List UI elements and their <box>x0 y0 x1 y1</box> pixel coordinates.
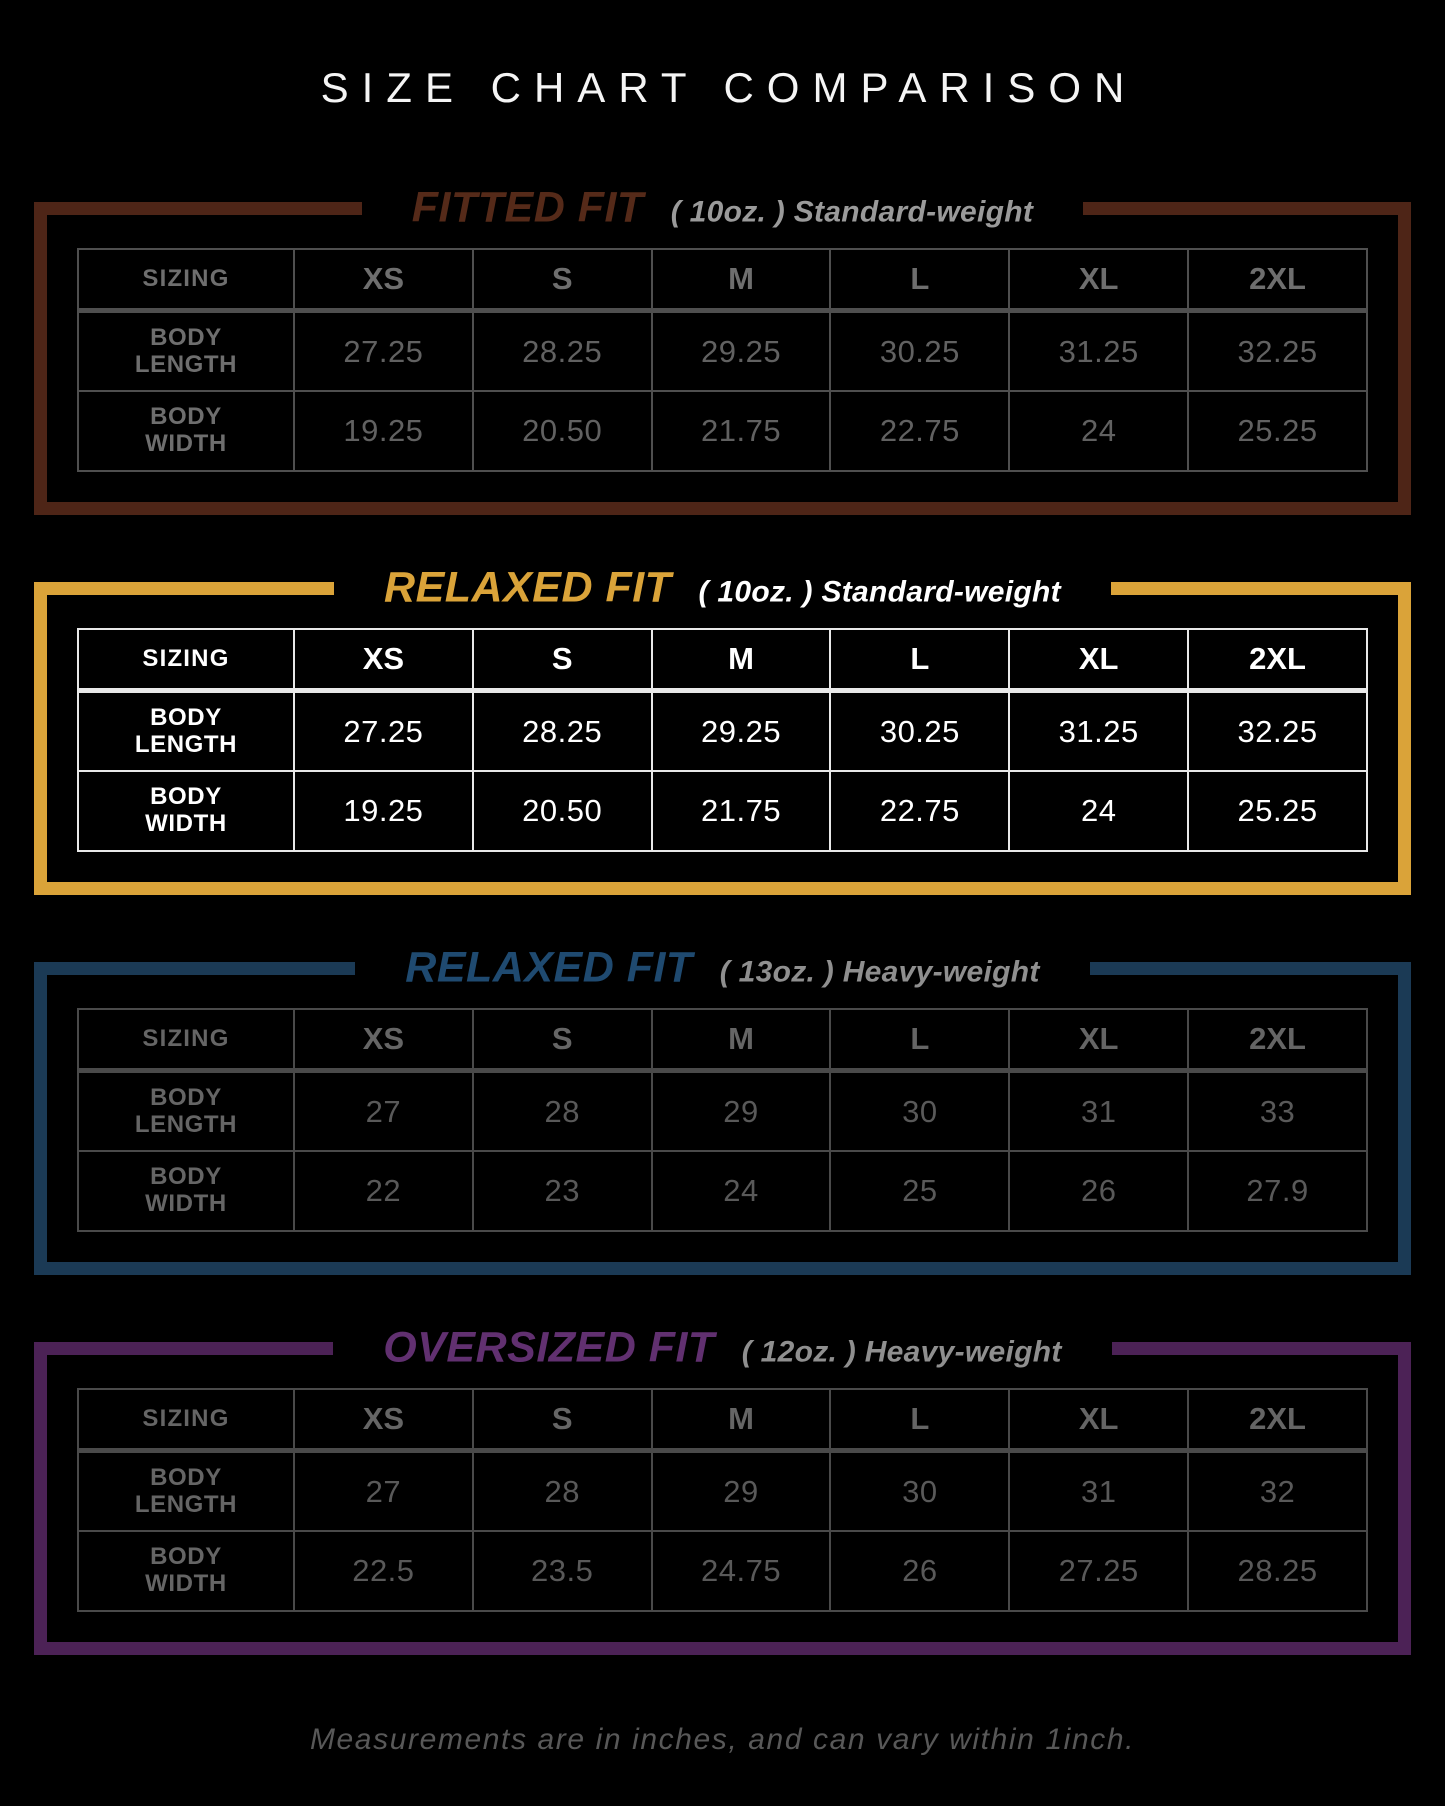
body-length-value: 28.25 <box>473 311 652 391</box>
row-label-cell <box>78 1071 294 1151</box>
body-width-value: 19.25 <box>294 391 473 471</box>
fit-name: FITTED FIT <box>411 183 644 232</box>
size-header-cell: XL <box>1009 1389 1188 1451</box>
row-label-line2: LENGTH <box>134 1110 238 1138</box>
body-length-value: 31 <box>1009 1451 1188 1531</box>
body-width-value: 26 <box>1009 1151 1188 1231</box>
body-width-value: 24 <box>652 1151 831 1231</box>
fit-title-pill <box>362 183 1083 232</box>
body-length-value: 27 <box>294 1071 473 1151</box>
size-header-cell: XL <box>1009 249 1188 311</box>
fit-title-row <box>47 1323 1398 1372</box>
row-label-line1: BODY <box>150 402 222 430</box>
body-width-value: 27.9 <box>1188 1151 1367 1231</box>
sizing-header-cell: SIZING <box>78 249 294 311</box>
body-width-row <box>78 771 1367 851</box>
body-length-value: 32.25 <box>1188 691 1367 771</box>
row-label-line1: BODY <box>150 323 222 351</box>
sizing-header-cell: SIZING <box>78 629 294 691</box>
row-label-cell <box>78 311 294 391</box>
body-length-value: 28 <box>473 1071 652 1151</box>
body-length-value: 29.25 <box>652 311 831 391</box>
body-width-value: 21.75 <box>652 771 831 851</box>
body-width-value: 20.50 <box>473 391 652 471</box>
size-header-cell: XL <box>1009 1009 1188 1071</box>
body-length-row <box>78 311 1367 391</box>
body-width-value: 24 <box>1009 391 1188 471</box>
body-width-row <box>78 391 1367 471</box>
body-width-value: 20.50 <box>473 771 652 851</box>
size-table-header-row <box>78 249 1367 311</box>
fit-name: RELAXED FIT <box>405 943 693 992</box>
fit-title-row <box>47 943 1398 992</box>
row-label-cell <box>78 391 294 471</box>
fit-name: OVERSIZED FIT <box>383 1323 715 1372</box>
body-width-value: 22.75 <box>830 391 1009 471</box>
size-header-cell: XS <box>294 249 473 311</box>
row-label-line1: BODY <box>150 1083 222 1111</box>
fit-title-pill <box>334 563 1111 612</box>
body-length-value: 32.25 <box>1188 311 1367 391</box>
body-length-value: 28.25 <box>473 691 652 771</box>
row-label-line1: BODY <box>150 1162 222 1190</box>
size-header-cell: XS <box>294 1009 473 1071</box>
body-length-value: 30.25 <box>830 311 1009 391</box>
body-width-row <box>78 1151 1367 1231</box>
fit-subtitle: ( 10oz. ) Standard-weight <box>670 195 1034 229</box>
row-label-line2: LENGTH <box>134 1490 238 1518</box>
body-width-value: 24.75 <box>652 1531 831 1611</box>
row-label-line2: LENGTH <box>134 350 238 378</box>
size-header-cell: S <box>473 1009 652 1071</box>
row-label-cell <box>78 771 294 851</box>
size-table-header-row <box>78 1389 1367 1451</box>
body-width-value: 25.25 <box>1188 391 1367 471</box>
body-width-value: 26 <box>830 1531 1009 1611</box>
body-width-value: 25.25 <box>1188 771 1367 851</box>
fit-subtitle: ( 10oz. ) Standard-weight <box>698 575 1061 609</box>
size-header-cell: L <box>830 629 1009 691</box>
row-label-line1: BODY <box>150 1542 222 1570</box>
row-label-cell <box>78 1151 294 1231</box>
size-header-cell: S <box>473 1389 652 1451</box>
body-width-value: 22.5 <box>294 1531 473 1611</box>
size-table-header-row <box>78 1009 1367 1071</box>
row-label-cell <box>78 691 294 771</box>
body-length-value: 27.25 <box>294 311 473 391</box>
fit-section-relaxed-fit-10oz- <box>34 563 1411 895</box>
fit-title-row <box>47 183 1398 232</box>
body-width-value: 21.75 <box>652 391 831 471</box>
size-table-header-row <box>78 629 1367 691</box>
size-header-cell: L <box>830 1389 1009 1451</box>
size-header-cell: XL <box>1009 629 1188 691</box>
fit-section-oversized-fit-12oz- <box>34 1323 1411 1655</box>
body-length-value: 29 <box>652 1071 831 1151</box>
fit-frame <box>34 1323 1411 1655</box>
row-label-line1: BODY <box>150 1463 222 1491</box>
body-length-row <box>78 1071 1367 1151</box>
body-length-value: 28 <box>473 1451 652 1531</box>
size-header-cell: 2XL <box>1188 1009 1367 1071</box>
body-length-value: 33 <box>1188 1071 1367 1151</box>
fit-section-fitted-fit-10oz- <box>34 183 1411 515</box>
body-width-value: 25 <box>830 1151 1009 1231</box>
size-table <box>77 628 1368 852</box>
body-length-value: 29.25 <box>652 691 831 771</box>
body-width-value: 22 <box>294 1151 473 1231</box>
fit-section-relaxed-fit-13oz- <box>34 943 1411 1275</box>
row-label-line1: BODY <box>150 703 222 731</box>
body-length-value: 30.25 <box>830 691 1009 771</box>
body-length-value: 31 <box>1009 1071 1188 1151</box>
footer-note: Measurements are in inches, and can vary within 1inch. <box>309 1723 1136 1757</box>
fit-title-row <box>47 563 1398 612</box>
size-header-cell: 2XL <box>1188 629 1367 691</box>
size-header-cell: M <box>652 1009 831 1071</box>
row-label-line2: WIDTH <box>145 1569 227 1597</box>
body-length-row <box>78 691 1367 771</box>
body-width-value: 22.75 <box>830 771 1009 851</box>
size-header-cell: S <box>473 629 652 691</box>
body-width-value: 24 <box>1009 771 1188 851</box>
row-label-cell <box>78 1451 294 1531</box>
body-width-row <box>78 1531 1367 1611</box>
size-table <box>77 248 1368 472</box>
body-width-value: 28.25 <box>1188 1531 1367 1611</box>
size-header-cell: XS <box>294 1389 473 1451</box>
body-length-value: 29 <box>652 1451 831 1531</box>
body-length-value: 30 <box>830 1451 1009 1531</box>
body-length-value: 30 <box>830 1071 1009 1151</box>
row-label-line1: BODY <box>150 782 222 810</box>
size-header-cell: L <box>830 249 1009 311</box>
size-header-cell: M <box>652 1389 831 1451</box>
page-title: SIZE CHART COMPARISON <box>320 64 1138 111</box>
size-header-cell: 2XL <box>1188 1389 1367 1451</box>
size-header-cell: L <box>830 1009 1009 1071</box>
fit-title-pill <box>355 943 1089 992</box>
fit-subtitle: ( 12oz. ) Heavy-weight <box>741 1335 1062 1369</box>
body-width-value: 23.5 <box>473 1531 652 1611</box>
sizing-header-cell: SIZING <box>78 1389 294 1451</box>
size-table <box>77 1388 1368 1612</box>
body-width-value: 19.25 <box>294 771 473 851</box>
fit-frame <box>34 943 1411 1275</box>
size-header-cell: M <box>652 249 831 311</box>
body-length-value: 31.25 <box>1009 691 1188 771</box>
sizing-header-cell: SIZING <box>78 1009 294 1071</box>
size-table <box>77 1008 1368 1232</box>
size-chart-sections <box>34 183 1411 1655</box>
body-width-value: 27.25 <box>1009 1531 1188 1611</box>
fit-title-pill <box>333 1323 1111 1372</box>
body-width-value: 23 <box>473 1151 652 1231</box>
fit-frame <box>34 563 1411 895</box>
size-header-cell: 2XL <box>1188 249 1367 311</box>
row-label-line2: WIDTH <box>145 1189 227 1217</box>
body-length-value: 32 <box>1188 1451 1367 1531</box>
body-length-row <box>78 1451 1367 1531</box>
body-length-value: 27.25 <box>294 691 473 771</box>
size-header-cell: XS <box>294 629 473 691</box>
fit-subtitle: ( 13oz. ) Heavy-weight <box>719 955 1040 989</box>
body-length-value: 27 <box>294 1451 473 1531</box>
row-label-cell <box>78 1531 294 1611</box>
row-label-line2: WIDTH <box>145 429 227 457</box>
row-label-line2: WIDTH <box>145 809 227 837</box>
size-header-cell: M <box>652 629 831 691</box>
row-label-line2: LENGTH <box>134 730 238 758</box>
size-header-cell: S <box>473 249 652 311</box>
fit-name: RELAXED FIT <box>384 563 672 612</box>
fit-frame <box>34 183 1411 515</box>
body-length-value: 31.25 <box>1009 311 1188 391</box>
